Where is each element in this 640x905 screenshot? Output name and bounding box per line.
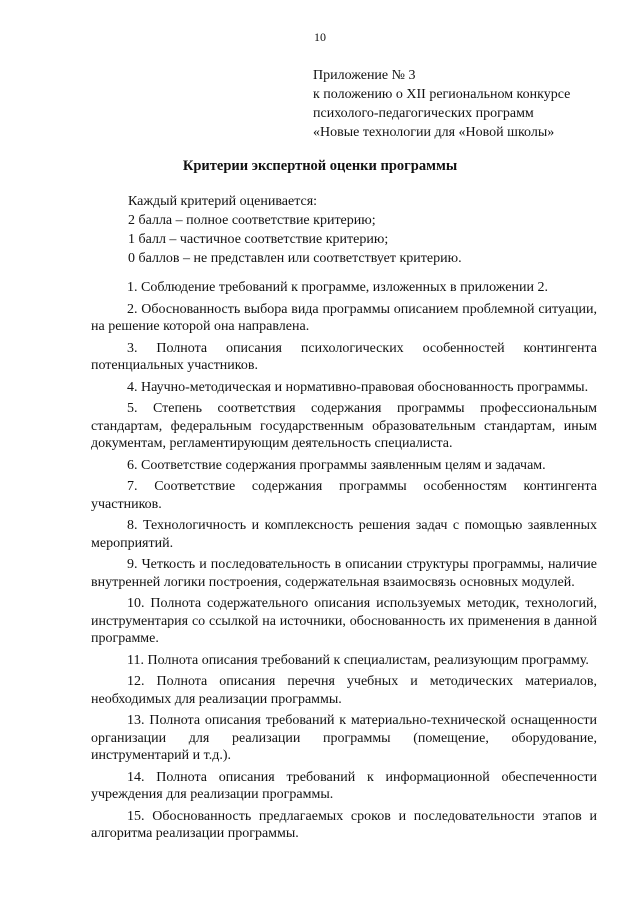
criterion-item: 14. Полнота описания требований к информационной обеспеченности учреждения для реализации программы.: [91, 769, 597, 802]
appendix-header: [313, 66, 623, 142]
criterion-item: 10. Полнота содержательного описания используемых методик, технологий, инструментария со ссылкой на источники, обоснованность их применения в данной программе.: [91, 596, 597, 646]
criterion-item: 15. Обоснованность предлагаемых сроков и последовательности этапов и алгоритма реализации программы.: [91, 808, 597, 841]
page-number: 10: [314, 30, 326, 44]
criterion-item: 13. Полнота описания требований к материально-технической оснащенности организации для реализации программы (помещение, оборудование, инструментарий и т.д.).: [91, 713, 597, 763]
appendix-line: психолого-педагогических программ: [313, 106, 534, 121]
intro-line: 1 балл – частичное соответствие критерию;: [128, 232, 389, 247]
criterion-item: 8. Технологичность и комплексность решения задач с помощью заявленных мероприятий.: [91, 518, 597, 551]
intro-line: 0 баллов – не представлен или соответствует критерию.: [128, 251, 462, 266]
appendix-line: Приложение № 3: [313, 68, 416, 83]
criterion-item: 12. Полнота описания перечня учебных и методических материалов, необходимых для реализации программы.: [91, 674, 597, 707]
criteria-list: [91, 279, 597, 847]
intro-line: 2 балла – полное соответствие критерию;: [128, 213, 376, 228]
criterion-item: 2. Обоснованность выбора вида программы описанием проблемной ситуации, на решение которой она направлена.: [91, 301, 597, 334]
criterion-item: 1. Соблюдение требований к программе, изложенных в приложении 2.: [127, 280, 548, 295]
criterion-item: 9. Четкость и последовательность в описании структуры программы, наличие внутренней логики построения, содержательная взаимосвязь основных модулей.: [91, 557, 597, 590]
appendix-line: «Новые технологии для «Новой школы»: [313, 125, 555, 140]
scoring-intro: [128, 192, 598, 268]
document-title: Критерии экспертной оценки программы: [182, 158, 458, 174]
intro-line: Каждый критерий оценивается:: [128, 194, 318, 209]
criterion-item: 5. Степень соответствия содержания программы профессиональным стандартам, федеральным государственным образовательным стандартам, иным документам, регламентирующим деятельность специалиста.: [91, 401, 597, 451]
criterion-item: 6. Соответствие содержания программы заявленным целям и задачам.: [127, 457, 546, 473]
criterion-item: 11. Полнота описания требований к специалистам, реализующим программу.: [127, 652, 589, 668]
criterion-item: 3. Полнота описания психологических особенностей контингента потенциальных участников.: [91, 340, 597, 373]
criterion-item: 4. Научно-методическая и нормативно-правовая обоснованность программы.: [127, 379, 589, 395]
criterion-item: 7. Соответствие содержания программы особенностям контингента участников.: [91, 479, 597, 512]
appendix-line: к положению о XII региональном конкурсе: [313, 87, 571, 102]
